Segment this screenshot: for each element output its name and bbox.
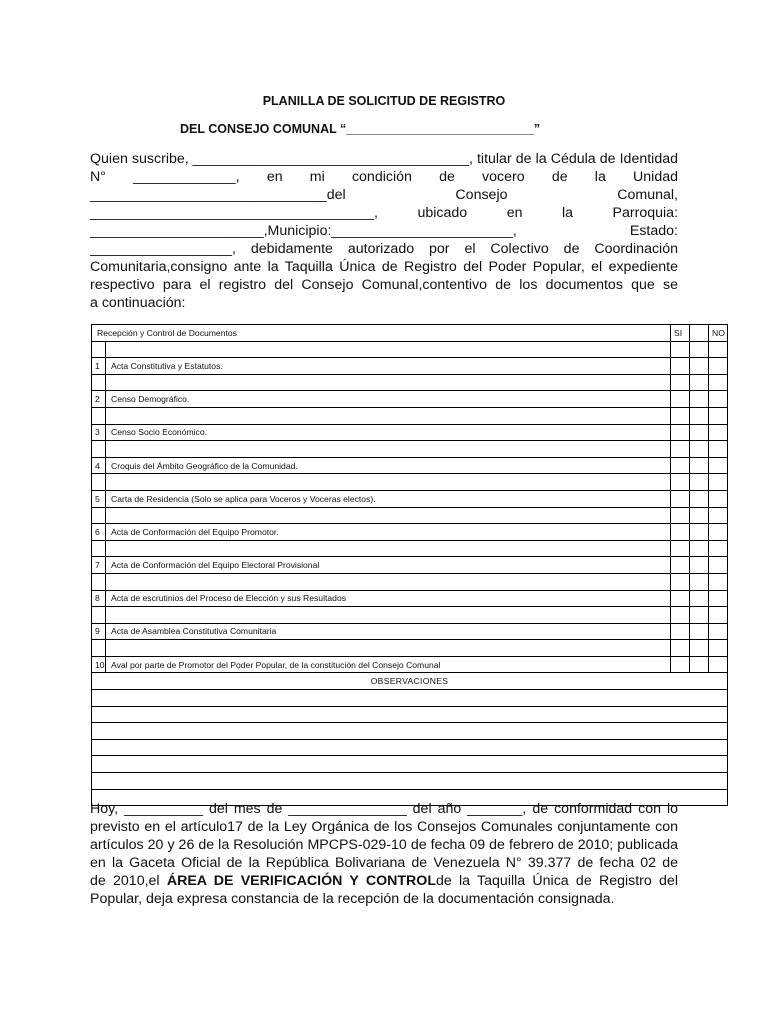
- blank-cell: [106, 341, 671, 358]
- closing-line: en la Gaceta Oficial de la República Bolivariana de Venezuela N° 39.377 de fecha 02 de: [90, 855, 678, 871]
- row-number: 3: [92, 424, 106, 441]
- no-checkbox-cell: [709, 407, 728, 424]
- blank-cell: [690, 358, 709, 375]
- row-number: 10: [92, 656, 106, 673]
- no-checkbox-cell: [709, 573, 728, 590]
- no-checkbox-cell: [709, 557, 728, 574]
- document-name: Acta de Asamblea Constitutiva Comunitaria: [106, 623, 671, 640]
- no-checkbox-cell: [709, 623, 728, 640]
- no-checkbox-cell: [709, 656, 728, 673]
- si-checkbox-cell: [671, 424, 690, 441]
- blank-cell: [92, 441, 106, 458]
- closing-line: [90, 872, 678, 890]
- row-number: 9: [92, 623, 106, 640]
- table-spacer-row: [92, 441, 728, 458]
- table-row: [92, 656, 728, 673]
- table-row: [92, 490, 728, 507]
- row-number: 1: [92, 358, 106, 375]
- table-row: [92, 424, 728, 441]
- si-checkbox-cell: [671, 557, 690, 574]
- observaciones-field[interactable]: [92, 773, 728, 790]
- si-checkbox-cell: [671, 391, 690, 408]
- no-checkbox-cell: [709, 490, 728, 507]
- blank-cell: [690, 441, 709, 458]
- document-name: Acta de Conformación del Equipo Promotor.: [106, 524, 671, 541]
- no-checkbox-cell: [709, 391, 728, 408]
- no-checkbox-cell: [709, 590, 728, 607]
- closing-line: previsto en el artículo17 de la Ley Orgánica de los Consejos Comunales conjuntamente con: [90, 819, 678, 835]
- document-name: Censo Socio Económico.: [106, 424, 671, 441]
- intro-line: Quien suscribe, ___________________________________, titular de la Cédula de Identidad: [90, 151, 678, 167]
- closing-text: de 2010,el: [90, 873, 167, 889]
- col-si-label: SI: [671, 325, 690, 342]
- no-checkbox-cell: [709, 474, 728, 491]
- table-row: [92, 557, 728, 574]
- blank-cell: [106, 407, 671, 424]
- row-number: 6: [92, 524, 106, 541]
- blank-cell: [106, 540, 671, 557]
- table-row: [92, 524, 728, 541]
- observaciones-label: OBSERVACIONES: [92, 673, 728, 690]
- document-name: Carta de Residencia (Solo se aplica para Voceros y Voceras electos).: [106, 490, 671, 507]
- documents-table: [91, 324, 728, 806]
- table-row: [92, 623, 728, 640]
- intro-line: __________________, debidamente autorizado por el Colectivo de Coordinación: [90, 241, 678, 257]
- row-number: 2: [92, 391, 106, 408]
- intro-line: ______________________,Municipio:_______________________, Estado:: [90, 223, 678, 239]
- blank-cell: [690, 325, 709, 342]
- blank-cell: [106, 607, 671, 624]
- blank-cell: [690, 573, 709, 590]
- no-checkbox-cell: [709, 358, 728, 375]
- blank-cell: [690, 607, 709, 624]
- blank-cell: [106, 640, 671, 657]
- si-checkbox-cell: [671, 407, 690, 424]
- document-name: Aval por parte de Promotor del Poder Popular, de la constitución del Consejo Comunal: [106, 656, 671, 673]
- blank-cell: [690, 557, 709, 574]
- intro-paragraph: [90, 150, 678, 312]
- observaciones-field[interactable]: [92, 690, 728, 707]
- no-checkbox-cell: [709, 374, 728, 391]
- intro-line: a continuación:: [90, 295, 186, 311]
- no-checkbox-cell: [709, 540, 728, 557]
- si-checkbox-cell: [671, 540, 690, 557]
- row-number: 4: [92, 457, 106, 474]
- table-header-label: Recepción y Control de Documentos: [92, 325, 671, 342]
- observaciones-line: [92, 756, 728, 773]
- intro-line: Comunitaria,consigno ante la Taquilla Única de Registro del Poder Popular, el expediente: [90, 259, 678, 275]
- blank-cell: [690, 457, 709, 474]
- intro-line: ______________________________del Consejo Comunal,: [90, 187, 678, 203]
- no-checkbox-cell: [709, 607, 728, 624]
- blank-cell: [690, 474, 709, 491]
- verification-area-label: ÁREA DE VERIFICACIÓN Y CONTROL: [166, 873, 436, 889]
- blank-cell: [690, 590, 709, 607]
- blank-cell: [106, 374, 671, 391]
- si-checkbox-cell: [671, 441, 690, 458]
- blank-cell: [106, 507, 671, 524]
- no-checkbox-cell: [709, 457, 728, 474]
- row-number: 5: [92, 490, 106, 507]
- table-spacer-row: [92, 640, 728, 657]
- si-checkbox-cell: [671, 358, 690, 375]
- closing-line: Hoy, __________ del mes de _______________ del año _______, de conformidad con lo: [90, 801, 678, 817]
- blank-cell: [690, 640, 709, 657]
- blank-cell: [690, 391, 709, 408]
- si-checkbox-cell: [671, 607, 690, 624]
- observaciones-line: [92, 739, 728, 756]
- observaciones-line: [92, 690, 728, 707]
- row-number: 7: [92, 557, 106, 574]
- si-checkbox-cell: [671, 640, 690, 657]
- blank-cell: [690, 507, 709, 524]
- si-checkbox-cell: [671, 623, 690, 640]
- document-subtitle: DEL CONSEJO COMUNAL “___________________________”: [180, 122, 541, 136]
- table-spacer-row: [92, 407, 728, 424]
- no-checkbox-cell: [709, 507, 728, 524]
- table-header-row: [92, 325, 728, 342]
- table-row: [92, 457, 728, 474]
- si-checkbox-cell: [671, 490, 690, 507]
- observaciones-field[interactable]: [92, 756, 728, 773]
- blank-cell: [92, 341, 106, 358]
- blank-cell: [92, 507, 106, 524]
- observaciones-line: [92, 706, 728, 723]
- blank-cell: [92, 474, 106, 491]
- blank-cell: [690, 424, 709, 441]
- blank-cell: [92, 607, 106, 624]
- intro-line: N° _____________, en mi condición de vocero de la Unidad: [90, 169, 678, 185]
- intro-line: ____________________________________, ubicado en la Parroquia:: [90, 205, 678, 221]
- si-checkbox-cell: [671, 457, 690, 474]
- table-spacer-row: [92, 341, 728, 358]
- observaciones-line: [92, 773, 728, 790]
- no-checkbox-cell: [709, 424, 728, 441]
- observaciones-line: [92, 723, 728, 740]
- si-checkbox-cell: [671, 374, 690, 391]
- observaciones-field[interactable]: [92, 723, 728, 740]
- document-name: Censo Demográfico.: [106, 391, 671, 408]
- row-number: 8: [92, 590, 106, 607]
- table-spacer-row: [92, 507, 728, 524]
- document-title: PLANILLA DE SOLICITUD DE REGISTRO: [262, 94, 506, 108]
- blank-cell: [690, 623, 709, 640]
- blank-cell: [690, 656, 709, 673]
- si-checkbox-cell: [671, 656, 690, 673]
- observaciones-row: [92, 673, 728, 690]
- document-name: Croquis del Ámbito Geográfico de la Comunidad.: [106, 457, 671, 474]
- observaciones-field[interactable]: [92, 739, 728, 756]
- col-no-label: NO: [709, 325, 728, 342]
- closing-text: de la Taquilla Única de Registro del: [435, 873, 678, 889]
- blank-cell: [92, 407, 106, 424]
- document-name: Acta Constitutiva y Estatutos.: [106, 358, 671, 375]
- si-checkbox-cell: [671, 524, 690, 541]
- no-checkbox-cell: [709, 640, 728, 657]
- blank-cell: [92, 640, 106, 657]
- table-row: [92, 391, 728, 408]
- si-checkbox-cell: [671, 474, 690, 491]
- document-name: Acta de Conformación del Equipo Electoral Provisional: [106, 557, 671, 574]
- observaciones-field[interactable]: [92, 706, 728, 723]
- table-row: [92, 358, 728, 375]
- blank-cell: [92, 374, 106, 391]
- table-row: [92, 590, 728, 607]
- si-checkbox-cell: [671, 590, 690, 607]
- no-checkbox-cell: [709, 441, 728, 458]
- blank-cell: [690, 490, 709, 507]
- blank-cell: [690, 374, 709, 391]
- si-checkbox-cell: [671, 573, 690, 590]
- no-checkbox-cell: [709, 341, 728, 358]
- table-spacer-row: [92, 607, 728, 624]
- si-checkbox-cell: [671, 341, 690, 358]
- blank-cell: [106, 474, 671, 491]
- blank-cell: [92, 573, 106, 590]
- blank-cell: [690, 341, 709, 358]
- table-spacer-row: [92, 474, 728, 491]
- table-spacer-row: [92, 540, 728, 557]
- blank-cell: [690, 524, 709, 541]
- document-name: Acta de escrutinios del Proceso de Elección y sus Resultados: [106, 590, 671, 607]
- closing-line: artículos 20 y 26 de la Resolución MPCPS-029-10 de fecha 09 de febrero de 2010; publicada: [90, 837, 678, 853]
- no-checkbox-cell: [709, 524, 728, 541]
- si-checkbox-cell: [671, 507, 690, 524]
- table-spacer-row: [92, 573, 728, 590]
- closing-paragraph: [90, 800, 678, 908]
- blank-cell: [92, 540, 106, 557]
- intro-line: respectivo para el registro del Consejo Comunal,contentivo de los documentos que se: [90, 277, 678, 293]
- blank-cell: [106, 441, 671, 458]
- blank-cell: [690, 407, 709, 424]
- closing-line: Popular, deja expresa constancia de la recepción de la documentación consignada.: [90, 891, 615, 907]
- table-spacer-row: [92, 374, 728, 391]
- blank-cell: [690, 540, 709, 557]
- blank-cell: [106, 573, 671, 590]
